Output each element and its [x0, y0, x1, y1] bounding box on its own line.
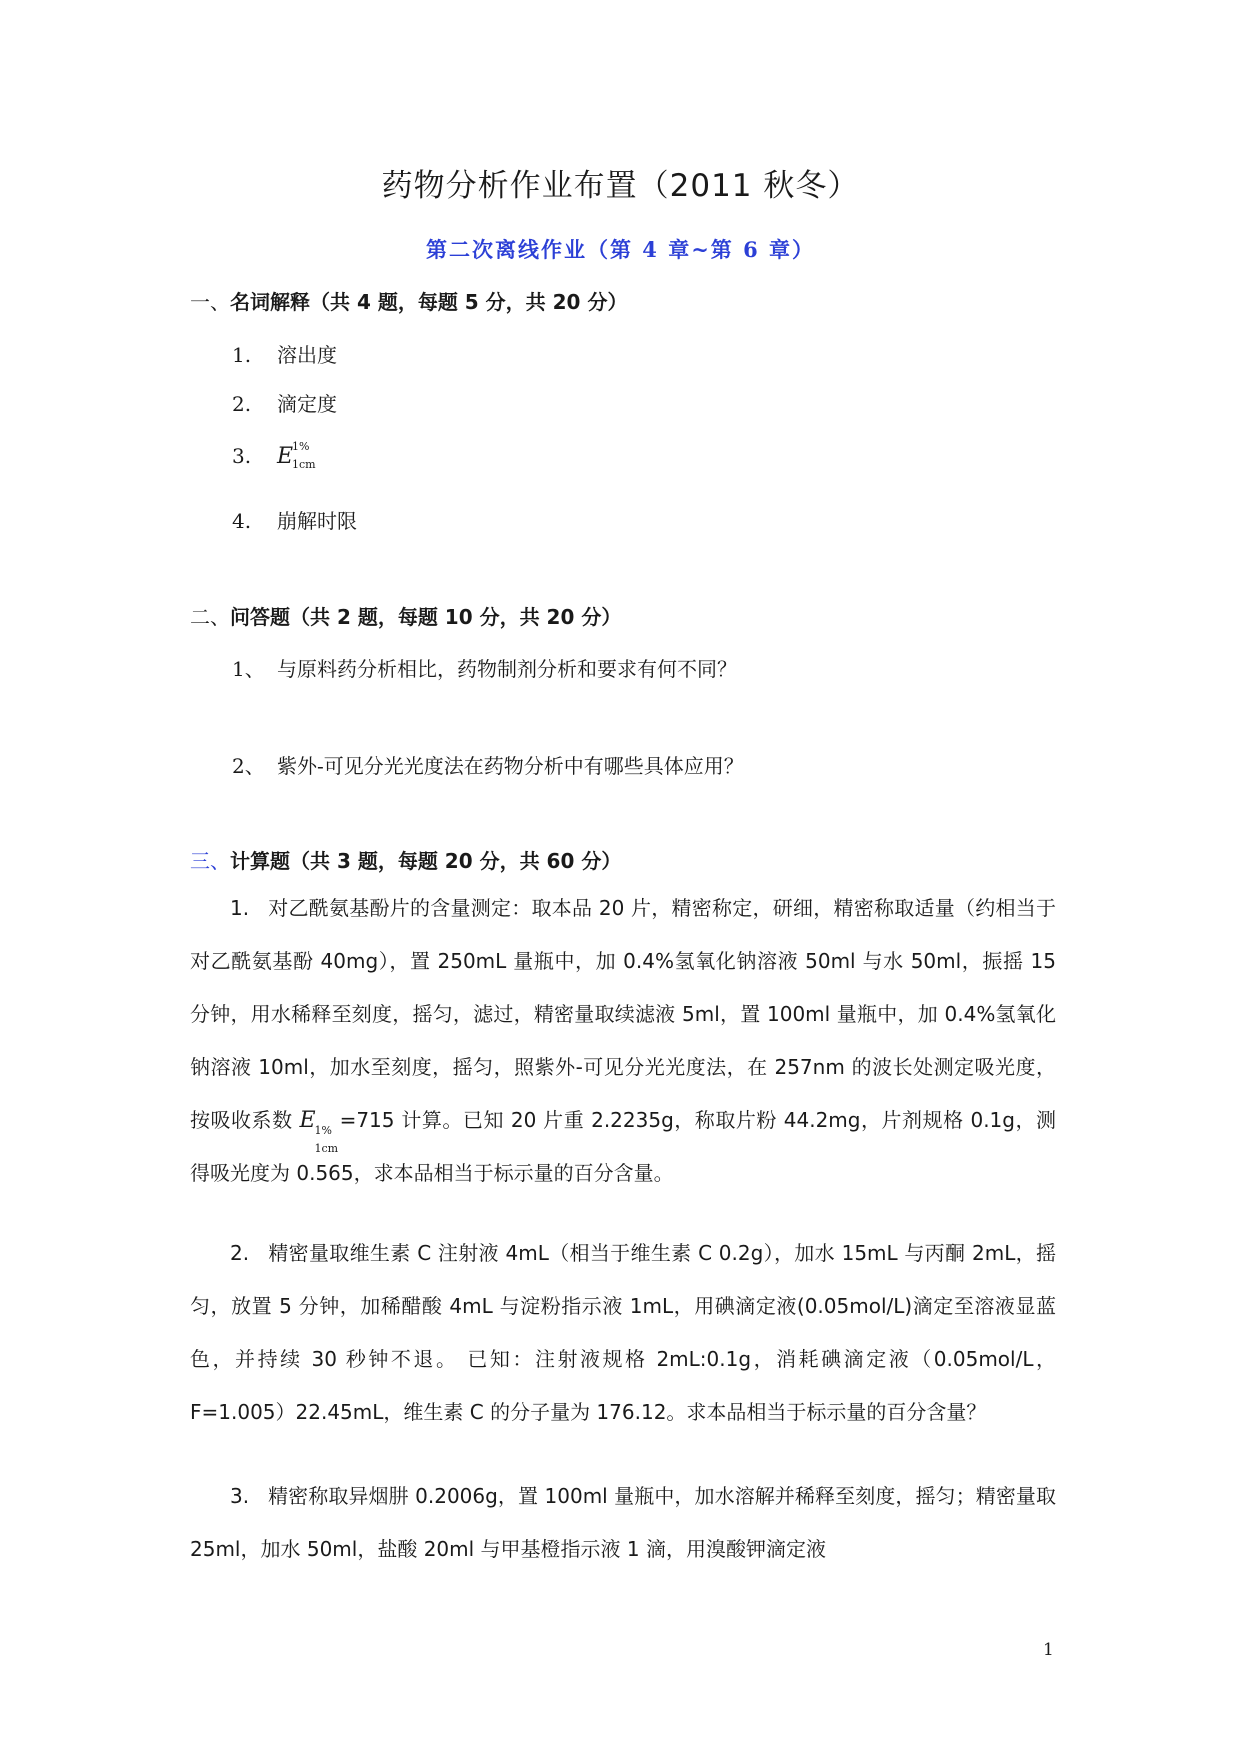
- question-number: 2.: [230, 1241, 250, 1265]
- item-text: 溶出度: [277, 343, 337, 367]
- calculation-question-3: [190, 1470, 1056, 1576]
- question-text-continued: =715 计算。已知 20 片重 2.2235g，称取片粉 44.2mg，片剂规格 0.1g，测得吸光度为 0.565，求本品相当于标示量的百分含量。: [190, 1108, 1057, 1185]
- document-title: 药物分析作业布置（2011 秋冬）: [381, 168, 860, 204]
- section1-item: [232, 440, 317, 471]
- section3-heading: [190, 845, 621, 874]
- section1-title: 名词解释（共 4 题，每题 5 分，共 20 分）: [230, 290, 628, 314]
- section1-number: 一、: [190, 290, 230, 314]
- item-text: 与原料药分析相比，药物制剂分析和要求有何不同？: [277, 657, 737, 681]
- calculation-question-1: [190, 882, 1056, 1200]
- item-number: 3.: [232, 444, 252, 468]
- item-number: 1.: [232, 343, 252, 367]
- item-number: 2.: [232, 392, 252, 416]
- item-number: 4.: [232, 509, 252, 533]
- section2-number: 二、: [190, 605, 230, 629]
- section1-item: [232, 388, 337, 417]
- section2-item: [232, 653, 737, 682]
- section1-item: [232, 339, 337, 368]
- document-subtitle: 第二次离线作业（第 4 章~第 6 章）: [425, 237, 816, 262]
- question-text: 精密量取维生素 C 注射液 4mL（相当于维生素 C 0.2g），加水 15mL 与丙酮 2mL，摇匀，放置 5 分钟，加稀醋酸 4mL 与淀粉指示液 1mL，用碘滴定液(0.05mol/L)滴定至溶液显蓝色，并持续 30 秒钟不退。 已知：注射液规格 2mL:0.1g，消耗碘滴定液（0.05mol/L，F=1.005）22.45mL，维生素 C 的分子量为 176.12。求本品相当于标示量的百分含量？: [190, 1241, 1056, 1424]
- item-text: 滴定度: [277, 392, 337, 416]
- section3-number: 三、: [190, 849, 230, 873]
- item-text: 紫外-可见分光光度法在药物分析中有哪些具体应用？: [277, 754, 744, 778]
- question-number: 3.: [230, 1484, 250, 1508]
- question-text: 对乙酰氨基酚片的含量测定：取本品 20 片，精密称定，研细，精密称取适量（约相当于对乙酰氨基酚 40mg），置 250mL 量瓶中，加 0.4%氢氧化钠溶液 50ml 与水 50ml，振摇 15 分钟，用水稀释至刻度，摇匀，滤过，精密量取续滤液 5ml，置 100ml 量瓶中，加 0.4%氢氧化钠溶液 10ml，加水至刻度，摇匀，照紫外-可见分光光度法，在 257nm 的波长处测定吸光度，按吸收系数: [190, 896, 1056, 1132]
- absorption-coefficient-symbol: E 1% 1cm: [277, 440, 316, 471]
- item-text: 崩解时限: [277, 509, 357, 533]
- calculation-question-2: [190, 1227, 1056, 1439]
- section3-title: 计算题（共 3 题，每题 20 分，共 60 分）: [230, 849, 622, 873]
- question-number: 1.: [230, 896, 250, 920]
- question-text: 精密称取异烟肼 0.2006g，置 100ml 量瓶中，加水溶解并稀释至刻度，摇匀；精密量取 25ml，加水 50ml，盐酸 20ml 与甲基橙指示液 1 滴，用溴酸钾滴定液: [190, 1484, 1056, 1561]
- item-number: 1、: [232, 657, 265, 681]
- page-number: 1: [1043, 1640, 1054, 1660]
- section2-item: [232, 750, 744, 779]
- section2-title: 问答题（共 2 题，每题 10 分，共 20 分）: [230, 605, 622, 629]
- section1-item: [232, 505, 357, 534]
- absorption-coefficient-symbol: E 1% 1cm: [299, 1108, 339, 1155]
- section2-heading: [190, 601, 621, 630]
- section1-heading: [190, 286, 627, 315]
- item-number: 2、: [232, 754, 265, 778]
